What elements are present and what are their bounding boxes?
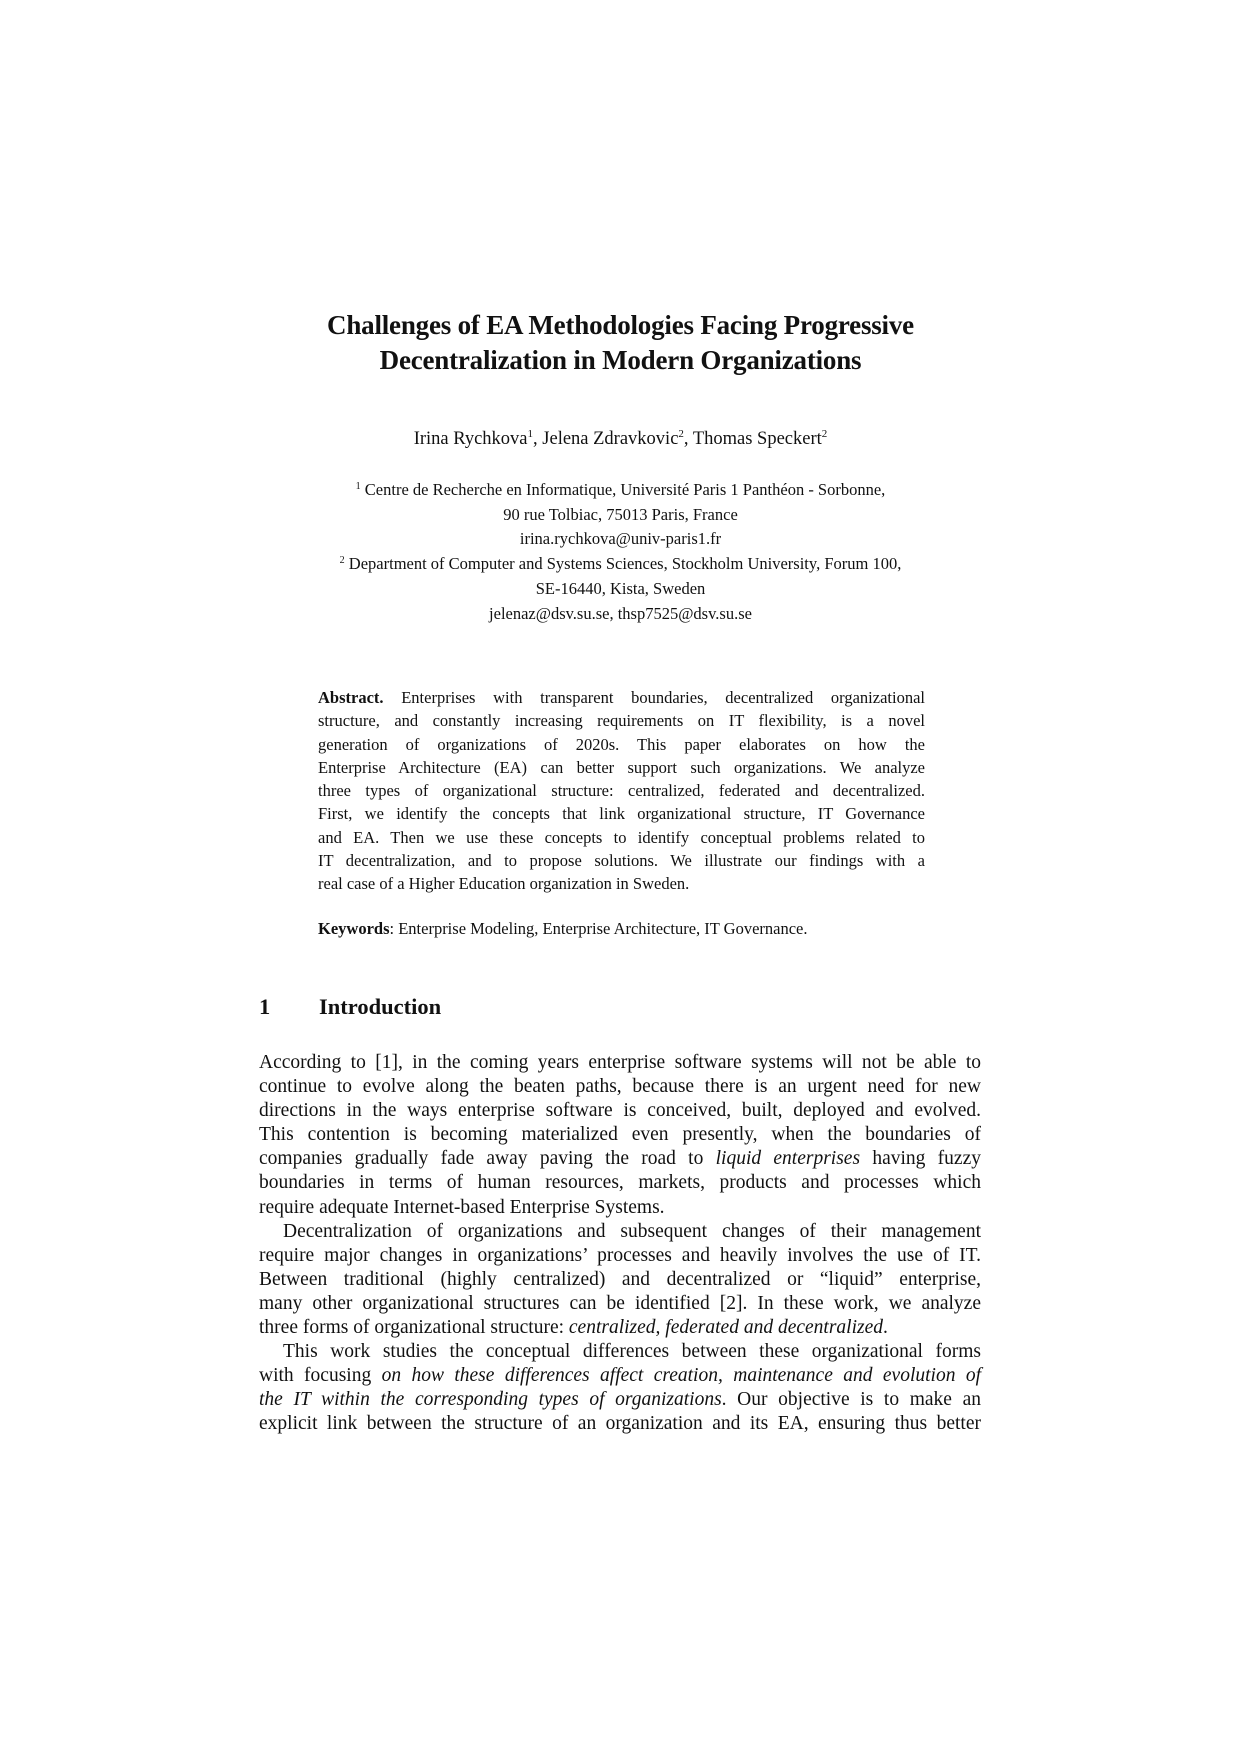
emphasis: centralized, federated and decentralized xyxy=(568,1317,883,1339)
emphasis: liquid enterprises xyxy=(715,1148,861,1170)
affiliation-mark: 2 xyxy=(678,428,684,440)
body-line xyxy=(259,1364,981,1388)
keywords xyxy=(318,918,925,940)
affiliation-2-email: jelenaz@dsv.su.se, thsp7525@dsv.su.se xyxy=(489,603,752,623)
affiliation-mark: 2 xyxy=(339,555,345,567)
affiliation-1-email: irina.rychkova@univ-paris1.fr xyxy=(519,529,722,549)
abstract-line: and EA. Then we use these concepts to identify conceptual problems related to xyxy=(318,827,925,847)
abstract xyxy=(318,686,925,896)
affiliation-mark: 2 xyxy=(821,428,828,440)
author-name: Thomas Speckert xyxy=(692,429,822,449)
keywords-label: Keywords xyxy=(318,919,390,938)
body-line: require adequate Internet-based Enterprise Systems. xyxy=(259,1196,665,1218)
abstract-line: Enterprise Architecture (EA) can better support such organizations. We analyze xyxy=(318,757,925,777)
text-run: with focusing xyxy=(259,1365,382,1387)
section-number: 1 xyxy=(259,994,271,1019)
section-heading xyxy=(259,993,441,1021)
abstract-line: structure, and constantly increasing requirements on IT flexibility, is a novel xyxy=(318,711,925,731)
abstract-line: real case of a Higher Education organization in Sweden. xyxy=(318,874,690,894)
body-line xyxy=(259,1388,981,1412)
title-line-2: Decentralization in Modern Organizations xyxy=(379,345,862,375)
abstract-line: generation of organizations of 2020s. This paper elaborates on how the xyxy=(318,734,925,754)
body-line: This work studies the conceptual differences between these organizational forms xyxy=(283,1341,981,1363)
text-run: . Our objective is to make an xyxy=(721,1389,981,1411)
paper-title xyxy=(0,308,1241,378)
affiliation-1-address: 90 rue Tolbiac, 75013 Paris, France xyxy=(503,504,738,524)
affiliation-text: Department of Computer and Systems Sciences, Stockholm University, Forum 100, xyxy=(348,554,902,574)
body-line xyxy=(259,1147,981,1171)
abstract-line: IT decentralization, and to propose solutions. We illustrate our findings with a xyxy=(318,851,925,871)
body-line: many other organizational structures can be identified [2]. In these work, we analyze xyxy=(259,1292,981,1314)
body-line: According to [1], in the coming years enterprise software systems will not be able to xyxy=(259,1052,981,1073)
affiliation-mark: 1 xyxy=(355,481,361,492)
text-run: companies gradually fade away paving the road to xyxy=(259,1148,716,1170)
text-run: . xyxy=(883,1317,888,1339)
body-line: boundaries in terms of human resources, markets, products and processes which xyxy=(259,1172,981,1194)
abstract-line xyxy=(318,686,925,709)
body-text xyxy=(259,1051,981,1437)
body-line: require major changes in organizations’ processes and heavily involves the use of IT. xyxy=(259,1244,981,1266)
author-separator: , xyxy=(533,429,543,449)
affiliation-1-line xyxy=(0,478,1241,503)
body-line: continue to evolve along the beaten paths, because there is an urgent need for new xyxy=(259,1076,981,1098)
abstract-line: three types of organizational structure: centralized, federated and decentralized. xyxy=(318,781,925,801)
body-line: explicit link between the structure of an organization and its EA, ensuring thus better xyxy=(259,1413,981,1435)
affiliation-mark: 1 xyxy=(527,428,534,440)
affiliations xyxy=(0,478,1241,626)
author-list xyxy=(0,428,1241,450)
affiliation-text: Centre de Recherche en Informatique, Université Paris 1 Panthéon - Sorbonne, xyxy=(364,480,886,499)
emphasis: on how these differences affect creation, maintenance and evolution of xyxy=(381,1365,981,1387)
author-name: Irina Rychkova xyxy=(413,429,528,449)
author-name: Jelena Zdravkovic xyxy=(542,429,679,449)
abstract-line: First, we identify the concepts that link organizational structure, IT Governance xyxy=(318,804,925,824)
title-line-1: Challenges of EA Methodologies Facing Progressive xyxy=(327,310,914,340)
section-title: Introduction xyxy=(319,994,442,1019)
keywords-text: : Enterprise Modeling, Enterprise Architecture, IT Governance. xyxy=(389,919,808,938)
abstract-label: Abstract. xyxy=(318,688,384,707)
affiliation-2-line xyxy=(0,552,1241,577)
emphasis: the IT within the corresponding types of organizations xyxy=(259,1389,722,1411)
body-line: Between traditional (highly centralized) and decentralized or “liquid” enterprise, xyxy=(259,1268,981,1290)
body-line xyxy=(259,1316,981,1340)
abstract-text: Enterprises with transparent boundaries, decentralized organizational xyxy=(383,688,925,707)
text-run: three forms of organizational structure: xyxy=(259,1317,569,1339)
body-line: directions in the ways enterprise software is conceived, built, deployed and evolved. xyxy=(259,1100,981,1122)
body-line: This contention is becoming materialized even presently, when the boundaries of xyxy=(259,1124,981,1146)
affiliation-2-address: SE-16440, Kista, Sweden xyxy=(535,578,706,598)
author-separator: , xyxy=(683,429,693,449)
body-line: Decentralization of organizations and subsequent changes of their management xyxy=(283,1220,981,1242)
text-run: having fuzzy xyxy=(860,1148,981,1170)
